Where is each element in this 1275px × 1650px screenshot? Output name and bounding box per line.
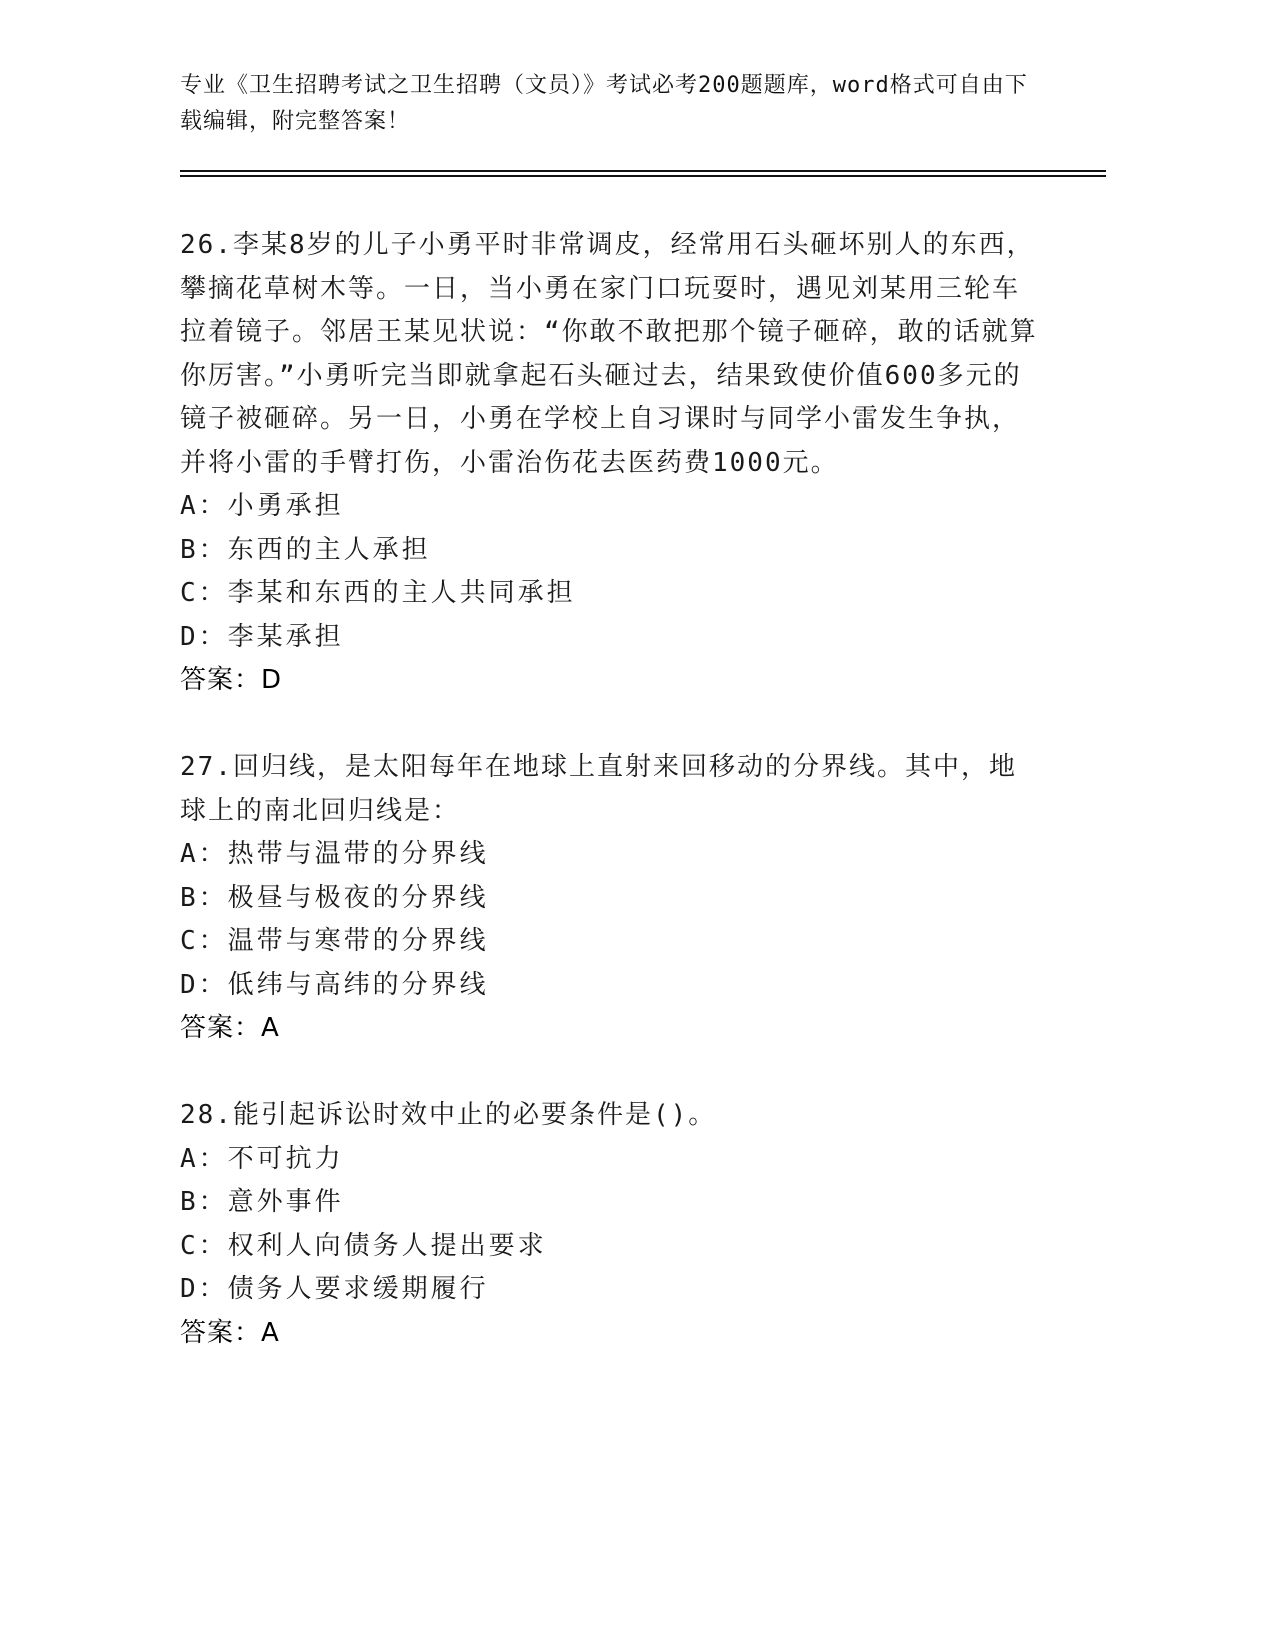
answer: 答案：A [180, 1317, 280, 1348]
document-intro: 专业《卫生招聘考试之卫生招聘（文员）》考试必考200题题库，word格式可自由下载编辑，附完整答案！ [180, 73, 1028, 134]
option-b: B：极昼与极夜的分界线 [180, 882, 489, 913]
header-divider-bottom [180, 175, 1106, 177]
option-a: A：小勇承担 [180, 491, 344, 521]
question-28 [180, 1094, 1040, 1355]
question-stem: 27.回归线，是太阳每年在地球上直射来回移动的分界线。其中，地球上的南北回归线是： [180, 752, 1017, 826]
option-a: A：不可抗力 [180, 1143, 344, 1174]
answer: 答案：A [180, 1013, 280, 1043]
question-stem: 26.李某8岁的儿子小勇平时非常调皮，经常用石头砸坏别人的东西，攀摘花草树木等。一日，当小勇在家门口玩耍时，遇见刘某用三轮车拉着镜子。邻居王某见状说：“你敢不敢把那个镜子砸碎，敢的话就算你厉害。”小勇听完当即就拿起石头砸过去，结果致使价值600多元的镜子被砸碎。另一日，小勇在学校上自习课时与同学小雷发生争执，并将小雷的手臂打伤，小雷治伤花去医药费1000元。 [180, 230, 1038, 478]
option-d: D：李某承担 [180, 621, 344, 652]
option-c: C：权利人向债务人提出要求 [180, 1230, 547, 1261]
option-c: C：温带与寒带的分界线 [180, 926, 489, 956]
option-c: C：李某和东西的主人共同承担 [180, 578, 576, 608]
answer: 答案：D [180, 665, 283, 695]
option-b: B：意外事件 [180, 1187, 344, 1217]
question-27 [180, 746, 1040, 1051]
question-26 [180, 224, 1040, 703]
option-d: D：低纬与高纬的分界线 [180, 969, 489, 1000]
question-stem: 28.能引起诉讼时效中止的必要条件是()。 [180, 1100, 717, 1130]
header-divider-top [180, 170, 1106, 172]
option-d: D：债务人要求缓期履行 [180, 1274, 489, 1304]
option-a: A：热带与温带的分界线 [180, 839, 489, 869]
option-b: B：东西的主人承担 [180, 534, 431, 565]
